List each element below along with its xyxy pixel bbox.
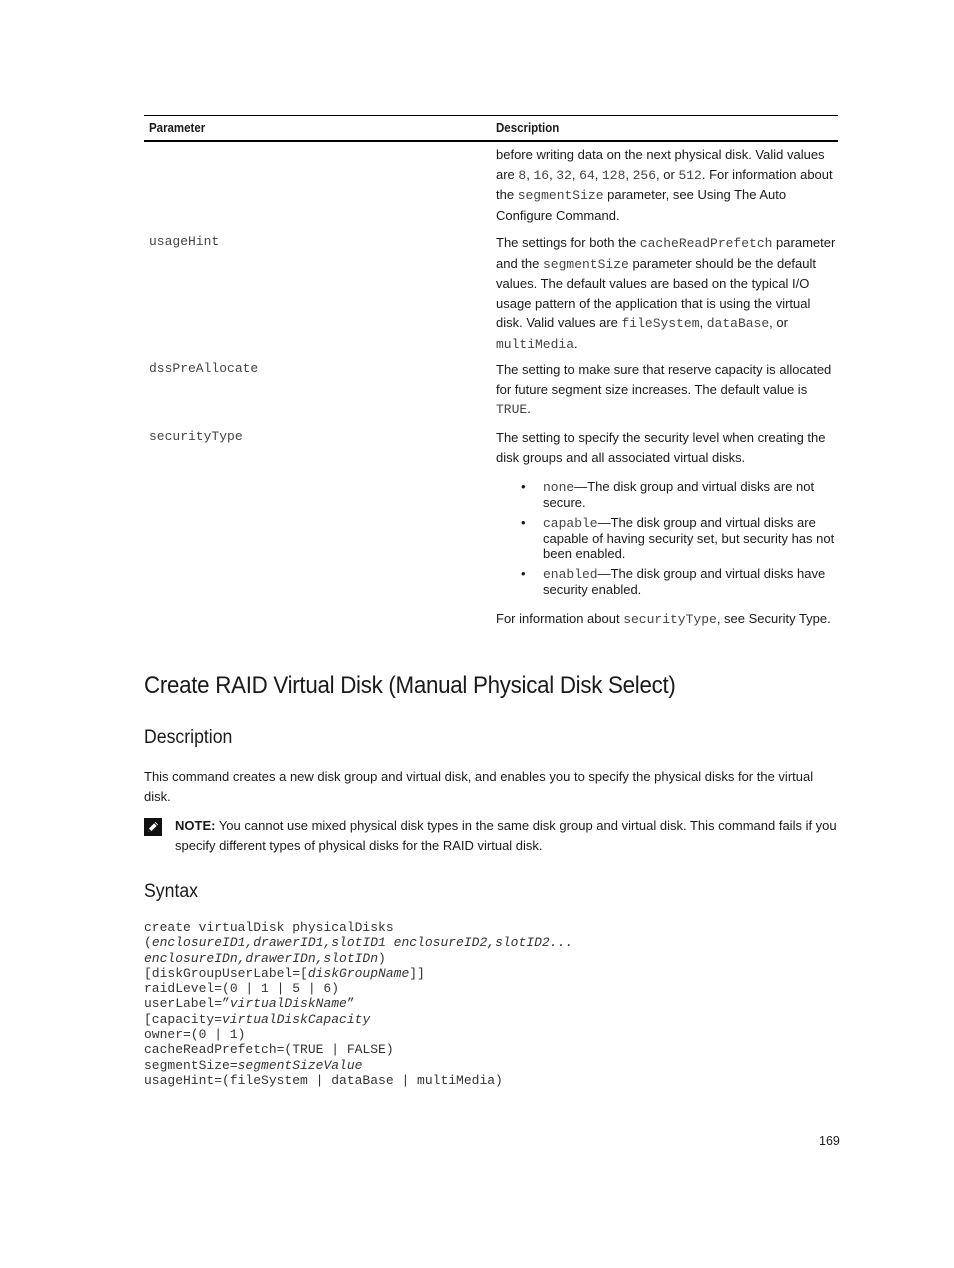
parameter-name: dssPreAllocate [149,361,259,376]
security-options [496,479,836,597]
page-number: 169 [819,1134,840,1148]
table-header [144,115,838,142]
header-description: Description [496,121,560,135]
security-outro: For information about securityType, see Security Type. [496,611,831,627]
header-parameter: Parameter [149,121,206,135]
description-cell: The settings for both the cacheReadPrefetch parameter and the segmentSize parameter should be the default values. The default values are based on the typical I/O usage pattern of the application that is using the virtual disk. Valid values are fileSystem, dataBase, or multiMedia. [496,235,836,352]
description-cell: The setting to make sure that reserve capacity is allocated for future segment size increases. The default value is TRUE. [496,362,832,417]
description-heading: Description [144,727,233,748]
description-cell: before writing data on the next physical disk. Valid values are 8, 16, 32, 64, 128, 256, or 512. For information about the segmentSize parameter, see Using The Auto Configure Command. [496,147,833,223]
list-item: • enabled—The disk group and virtual disks have security enabled. [521,566,826,597]
note-text: NOTE: You cannot use mixed physical disk types in the same disk group and virtual disk. This command fails if you specify different types of physical disks for the RAID virtual disk. [175,818,837,853]
list-item: • capable—The disk group and virtual disks are capable of having security set, but security has not been enabled. [521,515,835,561]
list-item: • none—The disk group and virtual disks are not secure. [521,479,815,510]
syntax-heading: Syntax [144,881,199,902]
section-title: Create RAID Virtual Disk (Manual Physical Disk Select) [144,672,676,699]
security-intro: The setting to specify the security level when creating the disk groups and all associated virtual disks. [496,430,826,465]
syntax-code: create virtualDisk physicalDisks (enclosureID1,drawerID1,slotID1 enclosureID2,slotID2... enclosureIDn,drawerIDn,slotIDn) [diskGroupUserLabel=[diskGroupName]] raidLevel=(0 | 1 | 5 | 6) userLabel=”virtualDiskName” [capacity=virtualDiskCapacity owner=(0 | 1) cacheReadPrefetch=(TRUE | FALSE) segmentSize=segmentSizeValue usageHint=(fileSystem | dataBase | multiMedia) [144,920,574,1088]
pencil-note-icon [144,818,162,836]
parameter-name: usageHint [149,234,220,249]
description-text: This command creates a new disk group and virtual disk, and enables you to specify the physical disks for the virtual disk. [144,769,814,804]
parameter-name: securityType [149,429,243,444]
description-cell [496,428,836,630]
parameter-table [144,115,838,627]
